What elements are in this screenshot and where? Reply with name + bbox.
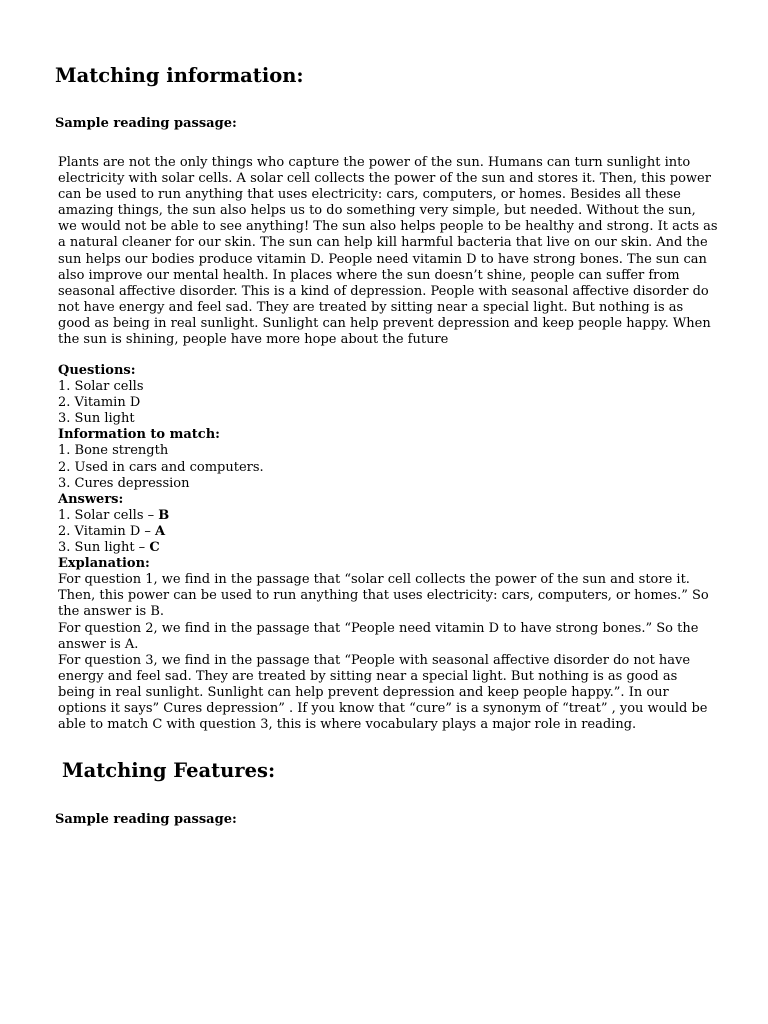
question-item: 3. Sun light	[58, 411, 135, 427]
section-heading-matching-information: Matching information:	[55, 64, 304, 87]
answer-letter: A	[155, 523, 166, 539]
answer-text: 1. Solar cells –	[58, 507, 159, 523]
answer-letter: B	[158, 507, 170, 523]
reading-passage: Plants are not the only things who capture the power of the sun. Humans can turn sunlight into electricity with solar cells. A solar cell collects the power of the sun and stores it. Then, this power can be used to run anything that uses electricity: cars, computers, or homes. Besides all these amazing things, the sun also helps us to do something very simple, but needed. Without the sun, we would not be able to see anything! The sun also helps people to be healthy and strong. It acts as a natural cleaner for our skin. The sun can help kill harmful bacteria that live on our skin. And the sun helps our bodies produce vitamin D. People need vitamin D to have strong bones. The sun can also improve our mental health. In places where the sun doesn’t shine, people can suffer from seasonal affective disorder. This is a kind of depression. People with seasonal affective disorder do not have energy and feel sad. They are treated by sitting near a special light. But nothing is as good as being in real sunlight. Sunlight can help prevent depression and keep people happy. When the sun is shining, people have more hope about the future	[58, 155, 718, 348]
section-heading-matching-features: Matching Features:	[62, 759, 276, 782]
answers-label: Answers:	[58, 491, 124, 507]
question-item: 2. Vitamin D	[58, 395, 141, 411]
questions-label: Questions:	[58, 363, 136, 378]
info-item: 2. Used in cars and computers.	[58, 459, 264, 475]
qa-block	[58, 363, 718, 733]
answer-item	[58, 524, 718, 540]
answer-item	[58, 508, 718, 524]
info-item: 3. Cures depression	[58, 475, 190, 491]
answer-text: 3. Sun light –	[58, 540, 150, 556]
explanation-label: Explanation:	[58, 556, 150, 572]
answer-letter: C	[149, 540, 160, 556]
information-to-match-label: Information to match:	[58, 427, 220, 443]
explanation-paragraph: For question 1, we find in the passage that “solar cell collects the power of the sun and store it. Then, this power can be used to run anything that uses electricity: cars, computers, or homes.” So the answer is B.	[58, 572, 709, 620]
info-item: 1. Bone strength	[58, 443, 169, 459]
passage-block	[58, 155, 718, 348]
answer-text: 2. Vitamin D –	[58, 523, 156, 539]
sample-passage-label-2: Sample reading passage:	[55, 812, 237, 827]
explanation-paragraph: For question 2, we find in the passage that “People need vitamin D to have strong bones.” So the answer is A.	[58, 620, 699, 652]
sample-passage-label: Sample reading passage:	[55, 116, 237, 131]
answer-item	[58, 540, 718, 556]
question-item: 1. Solar cells	[58, 379, 144, 395]
explanation-paragraph: For question 3, we find in the passage that “People with seasonal affective disorder do not have energy and feel sad. They are treated by sitting near a special light. But nothing is as good as being in real sunlight. Sunlight can help prevent depression and keep people happy.”. In our options it says” Cures depression” . If you know that “cure” is a synonym of “treat” , you would be able to match C with question 3, this is where vocabulary plays a major role in reading.	[58, 652, 708, 733]
